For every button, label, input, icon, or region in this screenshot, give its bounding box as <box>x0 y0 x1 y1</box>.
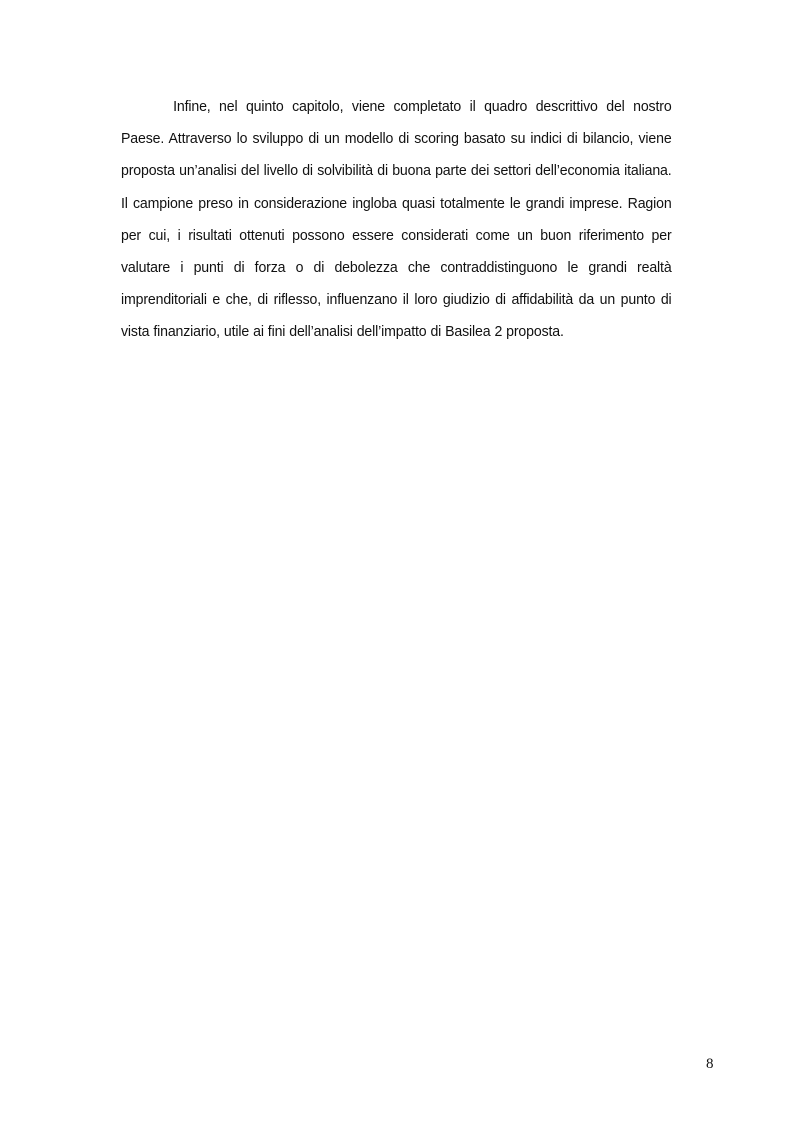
body-paragraph: Infine, nel quinto capitolo, viene completato il quadro descrittivo del nostro Paese. Attraverso lo sviluppo di un modello di scoring basato su indici di bilancio, viene proposta un’analisi del livello di solvibilità di buona parte dei settori dell’economia italiana. Il campione preso in considerazione ingloba quasi totalmente le grandi imprese. Ragion per cui, i risultati ottenuti possono essere considerati come un buon riferimento per valutare i punti di forza o di debolezza che contraddistinguono le grandi realtà imprenditoriali e che, di riflesso, influenzano il loro giudizio di affidabilità da un punto di vista finanziario, utile ai fini dell’analisi dell’impatto di Basilea 2 proposta. <box>121 98 672 341</box>
page-number: 8 <box>706 1056 714 1072</box>
